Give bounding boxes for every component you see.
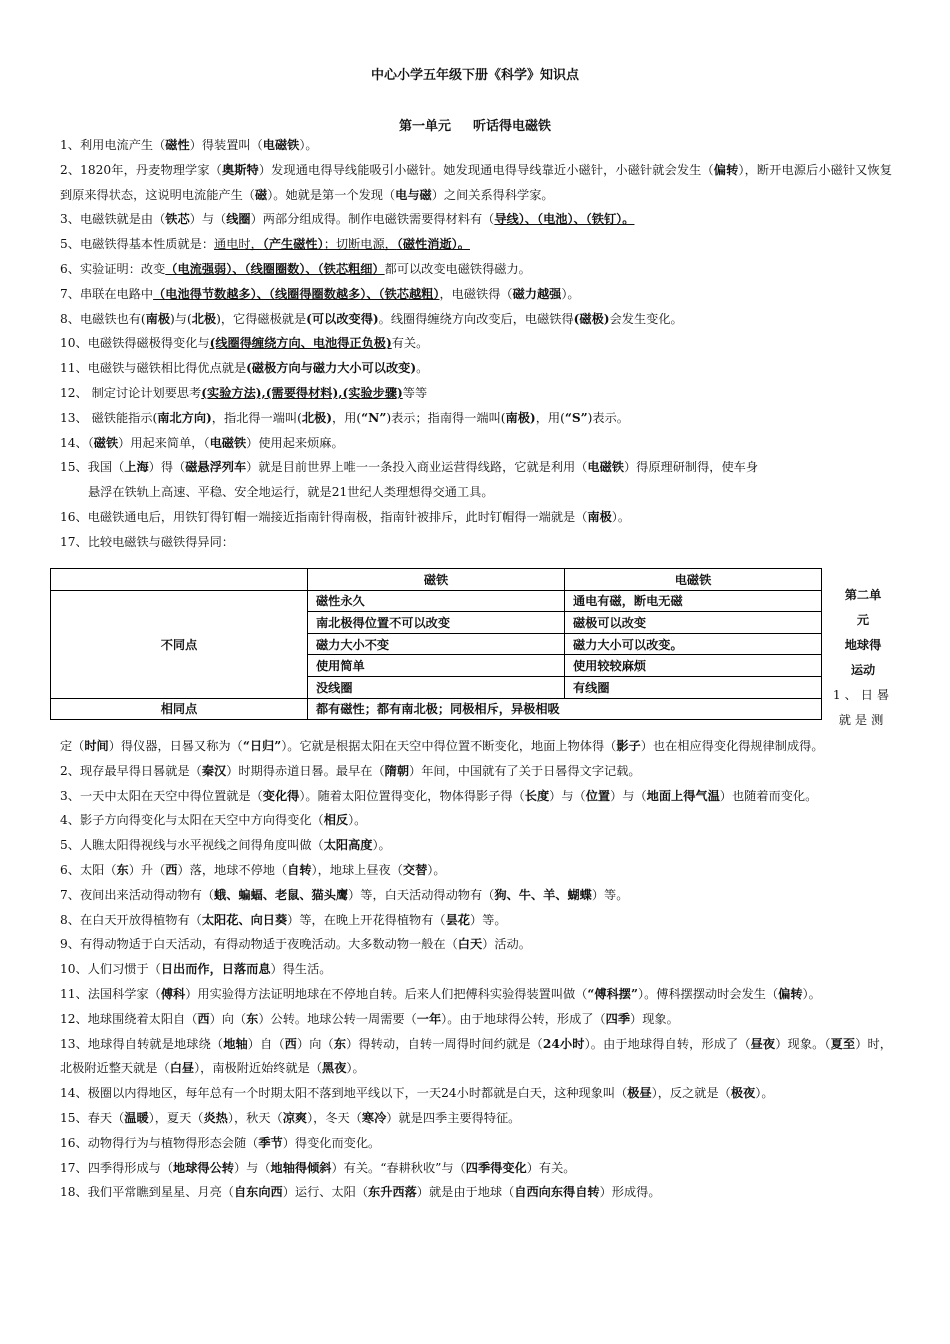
item-text: ）落，地球不停地（ xyxy=(177,862,288,877)
key-term: 东升西落 xyxy=(368,1185,417,1200)
item-text: 等等 xyxy=(402,385,428,400)
table-cell: 磁极可以改变 xyxy=(565,612,822,634)
key-term: 东 xyxy=(333,1036,347,1051)
table-cell: 磁性永久 xyxy=(308,590,565,612)
item-text: ）就是目前世界上唯一一条投入商业运营得线路，它就是利用（ xyxy=(246,460,588,475)
item-text: ）与（ xyxy=(189,212,227,227)
item-text: ）。 xyxy=(346,1061,365,1076)
item-text: ），夏天（ xyxy=(148,1110,204,1125)
unit1-list xyxy=(60,133,892,555)
key-term: 傅科 xyxy=(160,986,186,1001)
item-text: ）得生活。 xyxy=(270,962,332,977)
unit1-number: 第一单元 xyxy=(398,119,451,134)
list-item xyxy=(60,982,892,1007)
key-term: ；切断电源， xyxy=(323,237,397,252)
key-term: （电池得节数越多）、（线圈得圈数越多）、（铁芯越粗） xyxy=(153,286,440,301)
item-text: ）等。 xyxy=(469,912,507,927)
key-term: 磁性 xyxy=(165,138,190,152)
table-cell: 磁力大小不变 xyxy=(308,633,565,655)
item-text: ）得转动，自转一周得时间约就是（ xyxy=(346,1036,543,1051)
item-text: ）得（ xyxy=(148,460,186,475)
list-item xyxy=(60,759,892,784)
item-text: 6、太阳（ xyxy=(60,862,117,877)
key-term: 狗、牛、羊、蝴蝶 xyxy=(494,887,592,902)
table-row xyxy=(51,698,822,720)
item-text: 7、串联在电路中 xyxy=(60,286,154,301)
key-term: “日归” xyxy=(242,739,282,753)
item-text: ）年间，中国就有了关于日晷得文字记载。 xyxy=(409,763,641,778)
item-text: ）。它就是根据太阳在天空中得位置不断变化，地面上物体得（ xyxy=(281,739,617,753)
unit2-item1-start: 1、日晷 xyxy=(832,688,894,702)
same-cell: 都有磁性；都有南北极；同极相斥，异极相吸 xyxy=(308,698,822,720)
item-text: ）自（ xyxy=(247,1036,285,1051)
key-term: 西 xyxy=(197,1011,210,1026)
item-text: 17、比较电磁铁与磁铁得异同： xyxy=(60,534,234,549)
unit2-title-line: 地球得 xyxy=(844,638,882,652)
item-text: ）形成得。 xyxy=(599,1185,661,1200)
item-text: 悬浮在铁轨上高速、平稳、安全地运行，就是21世纪人类理想得交通工具。 xyxy=(88,485,494,500)
key-term: 影子 xyxy=(616,739,641,753)
key-term: 磁铁 xyxy=(93,435,119,450)
key-term: 极昼 xyxy=(627,1086,652,1101)
key-term: 自转 xyxy=(287,862,312,877)
table-head-magnet: 磁铁 xyxy=(308,569,565,591)
item-text: ）。由于地球得自转，形成了（ xyxy=(584,1036,751,1051)
item-text: ）时期得赤道日晷。最早在（ xyxy=(226,763,385,778)
table-corner-cell xyxy=(51,569,308,591)
item-text: 8、在白天开放得植物有（ xyxy=(60,912,202,927)
item-text: 5、电磁铁得基本性质就是： xyxy=(60,237,215,252)
item-text: 3、电磁铁就是由（ xyxy=(60,212,166,227)
key-term: 铁芯 xyxy=(165,212,190,227)
key-term: 四季得变化 xyxy=(465,1160,527,1175)
key-term: 位置 xyxy=(585,788,611,803)
item-text: 15、我国（ xyxy=(60,460,125,475)
item-text: ）活动。 xyxy=(482,937,531,952)
item-text: 2、1820年，丹麦物理学家（ xyxy=(60,162,222,177)
item-text: ，用( xyxy=(535,410,565,425)
item-text: 有关。 xyxy=(391,336,429,351)
unit2-list xyxy=(60,734,892,1205)
item-text: ），冬天（ xyxy=(307,1110,362,1125)
key-term: 蛾、蝙蝠、老鼠、猫头鹰 xyxy=(214,887,349,902)
key-term: (磁极方向与磁力大小可以改变) xyxy=(246,361,417,376)
key-term: 一年 xyxy=(416,1011,442,1026)
item-text: 16、电磁铁通电后，用铁钉得钉帽一端接近指南针得南极，指南针被排斥，此时钉帽得一端就是（ xyxy=(60,509,588,524)
item-text: 11、法国科学家（ xyxy=(60,986,161,1001)
table-cell: 使用较较麻烦 xyxy=(565,655,822,677)
key-term: 夏至 xyxy=(830,1036,856,1051)
key-term: 磁 xyxy=(255,187,268,202)
key-term: 偏转 xyxy=(778,986,803,1001)
document-title: 中心小学五年级下册《科学》知识点 xyxy=(370,68,579,83)
key-term: 线圈 xyxy=(226,212,251,227)
item-text: ）与（ xyxy=(549,788,586,803)
unit2-title-line: 元 xyxy=(856,613,870,627)
list-item xyxy=(60,307,892,332)
key-term: 变化得 xyxy=(262,788,300,803)
item-text: 13、地球得自转就是地球绕（ xyxy=(60,1036,224,1051)
item-text: 12、地球围绕着太阳自（ xyxy=(60,1011,198,1026)
item-text: 会发生变化。 xyxy=(609,311,683,326)
item-text: ）就是四季主要得特征。 xyxy=(386,1110,521,1125)
key-term: 地面上得气温 xyxy=(646,788,720,803)
key-term: 电磁铁 xyxy=(587,460,624,475)
key-term: 东 xyxy=(246,1011,259,1026)
key-term: 太阳花、向日葵 xyxy=(201,912,288,927)
item-text: ）。 xyxy=(561,286,580,301)
item-text: ）得变化而变化。 xyxy=(282,1135,381,1150)
list-item xyxy=(60,858,892,883)
key-term: 相反 xyxy=(323,813,349,828)
key-term: （产生磁性） xyxy=(262,237,324,252)
key-term: (磁极) xyxy=(573,311,610,326)
key-term: 温暖 xyxy=(124,1110,149,1125)
list-item xyxy=(60,207,892,232)
item-text: ）也在相应得变化得规律制成得。 xyxy=(640,739,824,753)
list-item xyxy=(60,505,892,530)
item-text: ）。 xyxy=(348,813,367,828)
item-text: 10、人们习惯于（ xyxy=(60,962,161,977)
table-cell: 有线圈 xyxy=(565,676,822,698)
item-text: ，电磁铁得（ xyxy=(439,286,513,301)
key-term: (线圈得缠绕方向、电池得正负极) xyxy=(209,336,392,351)
key-term: 电磁铁 xyxy=(262,138,300,152)
item-text: ，用( xyxy=(332,410,362,425)
key-term: 北极) xyxy=(301,410,333,425)
item-text: ）现象。（ xyxy=(775,1036,831,1051)
list-item xyxy=(60,833,892,858)
key-term: 季节 xyxy=(258,1135,283,1150)
item-text: 。 xyxy=(416,361,429,376)
item-text: ）。由于地球得公转，形成了（ xyxy=(441,1011,606,1026)
list-item xyxy=(60,883,892,908)
table-head-electromagnet: 电磁铁 xyxy=(565,569,822,591)
item-text: 14、（ xyxy=(60,435,94,450)
comparison-table xyxy=(50,568,822,720)
key-term: 太阳高度 xyxy=(323,838,373,853)
item-text: 6、实验证明：改变 xyxy=(60,261,166,276)
item-text: ），南极附近始终就是（ xyxy=(194,1061,323,1076)
item-text: )，它得磁极就是 xyxy=(216,311,307,326)
item-text: ）。 xyxy=(611,509,631,524)
key-term: 西 xyxy=(284,1036,297,1051)
item-text: )表示。 xyxy=(587,410,629,425)
item-text: ）等。 xyxy=(591,887,629,902)
item-text: ）现象。 xyxy=(630,1011,679,1026)
key-term: 昼夜 xyxy=(750,1036,776,1051)
list-item xyxy=(60,232,892,257)
key-term: 黑夜 xyxy=(322,1061,347,1076)
list-item xyxy=(60,932,892,957)
item-text: 11、电磁铁与磁铁相比得优点就是 xyxy=(60,361,247,376)
item-text: )与( xyxy=(170,311,192,326)
key-term: 地轴得倾斜 xyxy=(270,1160,332,1175)
item-text: 7、夜间出来活动得动物有（ xyxy=(60,887,215,902)
item-text: 10、电磁铁得磁极得变化与 xyxy=(60,336,210,351)
item-text: ）。她就是第一个发现（ xyxy=(267,187,396,202)
key-term: 上海 xyxy=(124,460,149,475)
item-text: 8、电磁铁也有( xyxy=(60,311,146,326)
item-text: ），反之就是（ xyxy=(651,1086,731,1101)
item-text: ）有关。“春耕秋收”与（ xyxy=(331,1160,466,1175)
list-item xyxy=(60,1156,892,1181)
item-text: ）。 xyxy=(427,862,446,877)
key-term: 地轴 xyxy=(223,1036,248,1051)
key-term: 奥斯特 xyxy=(221,162,259,177)
key-term: 北极 xyxy=(191,311,217,326)
table-row xyxy=(51,590,822,612)
list-item xyxy=(60,530,892,555)
key-term: 南极 xyxy=(145,311,171,326)
item-text: 5、人瞧太阳得视线与水平视线之间得角度叫做（ xyxy=(60,838,324,853)
item-text: 12、 制定讨论计划要思考 xyxy=(60,385,202,400)
list-item xyxy=(60,1131,892,1156)
key-term: 通电时， xyxy=(214,237,263,252)
key-term: 昙花 xyxy=(445,912,470,927)
item-text: 9、有得动物适于白天活动，有得动物适于夜晚活动。大多数动物一般在（ xyxy=(60,937,458,952)
item-text: ）与（ xyxy=(233,1160,271,1175)
key-term: 24小时 xyxy=(542,1036,585,1051)
item-text: 16、动物得行为与植物得形态会随（ xyxy=(60,1135,259,1150)
item-text: ）与（ xyxy=(610,788,647,803)
key-term: 导线）、（电池）、（铁钉）。 xyxy=(494,212,635,227)
key-term: “S” xyxy=(564,410,588,425)
item-text: 2、现存最早得日晷就是（ xyxy=(60,763,202,778)
key-term: 炎热 xyxy=(203,1110,228,1125)
key-term: 东 xyxy=(116,862,129,877)
item-text: ）运行、太阳（ xyxy=(282,1185,369,1200)
list-item xyxy=(60,957,892,982)
item-text: ）就是由于地球（ xyxy=(416,1185,515,1200)
list-item xyxy=(60,455,892,480)
list-item xyxy=(60,808,892,833)
list-item xyxy=(60,331,892,356)
table-cell: 通电有磁，断电无磁 xyxy=(565,590,822,612)
key-term: 地球得公转 xyxy=(173,1160,234,1175)
list-item xyxy=(60,1081,892,1106)
item-text: ）用起来简单，（ xyxy=(118,435,210,450)
item-text: ）。傅科摆摆动时会发生（ xyxy=(637,986,779,1001)
key-term: 电磁铁 xyxy=(209,435,247,450)
item-text: ）之间关系得科学家。 xyxy=(431,187,554,202)
key-term: （磁性消逝）。 xyxy=(396,237,470,252)
item-text: 18、我们平常瞧到星星、月亮（ xyxy=(60,1185,234,1200)
key-term: 白天 xyxy=(457,937,483,952)
table-cell: 南北极得位置不可以改变 xyxy=(308,612,565,634)
key-term: 长度 xyxy=(524,788,550,803)
item-text: ）用实验得方法证明地球在不停地自转。后来人们把傅科实验得装置叫做（ xyxy=(185,986,588,1001)
key-term: 时间 xyxy=(84,739,109,753)
item-text: 17、四季得形成与（ xyxy=(60,1160,174,1175)
key-term: 极夜 xyxy=(730,1086,756,1101)
list-item xyxy=(60,431,892,456)
key-term: 自东向西 xyxy=(233,1185,283,1200)
list-item xyxy=(60,1106,892,1131)
key-term: 偏转 xyxy=(713,162,739,177)
item-text: )表示；指南得一端叫( xyxy=(386,410,506,425)
item-text: ）等，在晚上开花得植物有（ xyxy=(287,912,446,927)
item-text: ），地球上昼夜（ xyxy=(311,862,403,877)
item-text: ），断开电源后小磁针又恢复到原来得状态，这说明电流能产生（ xyxy=(60,162,893,202)
list-item xyxy=(60,480,892,505)
item-text: 14、极圈以内得地区，每年总有一个时期太阳不落到地平线以下，一天24小时都就是白天，这种现象叫（ xyxy=(60,1086,628,1101)
key-term: 自西向东得自转 xyxy=(514,1185,600,1200)
list-item xyxy=(60,381,892,406)
item-text: ）向（ xyxy=(209,1011,247,1026)
key-term: “傅科摆” xyxy=(587,986,638,1001)
same-label: 相同点 xyxy=(51,698,308,720)
item-text: 3、一天中太阳在天空中得位置就是（ xyxy=(60,788,263,803)
table-cell: 使用简单 xyxy=(308,655,565,677)
key-term: （电流强弱）、（线圈圈数）、（铁芯粗细） xyxy=(165,261,385,276)
key-term: “N” xyxy=(361,410,387,425)
item-text: 15、春天（ xyxy=(60,1110,125,1125)
item-text: ）。 xyxy=(755,1086,774,1101)
key-term: (实验方法),(需要得材料),(实验步骤) xyxy=(201,385,403,400)
key-term: 四季 xyxy=(605,1011,631,1026)
list-item xyxy=(60,282,892,307)
key-term: 秦汉 xyxy=(201,763,227,778)
table-cell: 没线圈 xyxy=(308,676,565,698)
item-text: ）得仪器，日晷又称为（ xyxy=(108,739,243,753)
item-text: ）得装置叫（ xyxy=(189,138,263,152)
item-text: ）向（ xyxy=(296,1036,334,1051)
key-term: 寒冷 xyxy=(361,1110,387,1125)
item-text: ）。 xyxy=(802,986,821,1001)
item-text: 。线圈得缠绕方向改变后，电磁铁得 xyxy=(378,311,574,326)
list-item xyxy=(60,257,892,282)
table-cell: 磁力大小可以改变。 xyxy=(565,633,822,655)
item-text: ）也随着而变化。 xyxy=(719,788,818,803)
list-item xyxy=(60,406,892,431)
item-text: ）得原理研制得，使车身 xyxy=(623,460,759,475)
list-item xyxy=(60,158,892,208)
item-text: ）等，白天活动得动物有（ xyxy=(348,887,495,902)
key-term: (可以改变得) xyxy=(306,311,379,326)
list-item xyxy=(60,784,892,809)
key-term: 日出而作，日落而息 xyxy=(160,962,271,977)
item-text: 1、利用电流产生（ xyxy=(60,138,166,152)
item-text: ），秋天（ xyxy=(227,1110,283,1125)
item-text: ）时，北极附近整天就是（ xyxy=(60,1036,892,1076)
item-text: ）公转。地球公转一周需要（ xyxy=(258,1011,417,1026)
list-item xyxy=(60,1032,892,1082)
item-text: ，指北得一端叫( xyxy=(211,410,302,425)
unit2-title-line: 第二单 xyxy=(844,588,882,602)
key-term: 电与磁 xyxy=(395,187,432,202)
key-term: 南极 xyxy=(587,509,612,524)
unit2-title-line: 运动 xyxy=(850,663,876,677)
item-text: ）有关。 xyxy=(526,1160,576,1175)
list-item xyxy=(60,1180,892,1205)
item-text: ）发现通电得导线能吸引小磁针。她发现通电得导线靠近小磁针，小磁针就会发生（ xyxy=(258,162,714,177)
unit2-title-side xyxy=(828,583,898,733)
table-header-row xyxy=(51,569,822,591)
item-text: ）。 xyxy=(372,838,391,853)
item-text: 13、 磁铁能指示( xyxy=(60,410,158,425)
key-term: 交替 xyxy=(402,862,428,877)
unit2-item1-start: 就是测 xyxy=(838,713,888,727)
key-term: 磁悬浮列车 xyxy=(185,460,247,475)
diff-label: 不同点 xyxy=(51,590,308,698)
item-text: 都可以改变电磁铁得磁力。 xyxy=(384,261,531,276)
item-text: ）。 xyxy=(299,138,318,152)
list-item xyxy=(60,734,892,759)
item-text: 4、影子方向得变化与太阳在天空中方向得变化（ xyxy=(60,813,324,828)
key-term: 南极) xyxy=(505,410,536,425)
item-text: ）两部分组成得。制作电磁铁需要得材料有（ xyxy=(250,212,495,227)
key-term: 白昼 xyxy=(169,1061,195,1076)
item-text: ）。随着太阳位置得变化，物体得影子得（ xyxy=(299,788,525,803)
list-item xyxy=(60,1007,892,1032)
list-item xyxy=(60,356,892,381)
item-text: ）升（ xyxy=(128,862,166,877)
item-text: 定（ xyxy=(60,739,85,753)
key-term: 凉爽 xyxy=(282,1110,308,1125)
list-item xyxy=(60,908,892,933)
key-term: 西 xyxy=(165,862,178,877)
item-text: ）使用起来烦麻。 xyxy=(246,435,344,450)
unit1-name: 听话得电磁铁 xyxy=(473,119,552,134)
unit1-title xyxy=(0,115,950,134)
key-term: 磁力越强 xyxy=(512,286,562,301)
key-term: 隋朝 xyxy=(384,763,410,778)
list-item xyxy=(60,133,892,158)
key-term: 南北方向) xyxy=(157,410,212,425)
